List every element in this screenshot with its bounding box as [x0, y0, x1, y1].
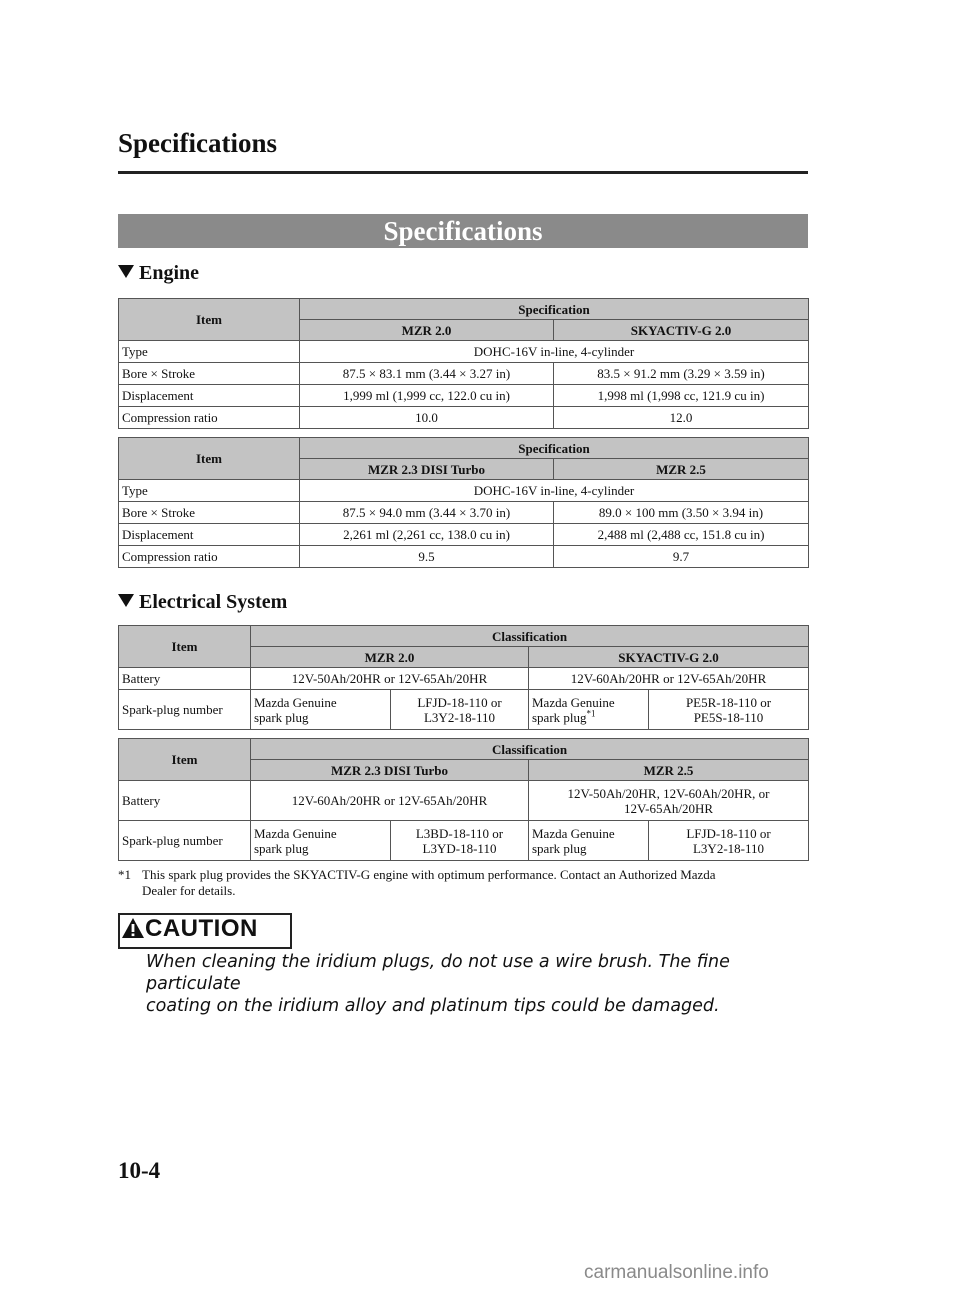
table-row	[119, 821, 809, 861]
caution-text	[146, 951, 786, 1017]
cell-line: Mazda Genuine	[532, 825, 615, 841]
cell-value	[529, 821, 649, 861]
electrical-heading-text: Electrical System	[139, 591, 288, 613]
item-header: Item	[119, 739, 251, 781]
caution-line: coating on the iridium alloy and platinum tips could be damaged.	[146, 996, 720, 1016]
item-header: Item	[119, 299, 300, 341]
specification-header: Specification	[300, 438, 809, 459]
row-label: Bore × Stroke	[119, 363, 300, 385]
column-header: MZR 2.0	[300, 320, 554, 341]
footnote	[118, 867, 810, 899]
cell-value: 2,488 ml (2,488 cc, 151.8 cu in)	[554, 524, 809, 546]
cell-value	[529, 690, 649, 730]
row-label: Displacement	[119, 524, 300, 546]
cell-value: 12.0	[554, 407, 809, 429]
cell-value: 9.7	[554, 546, 809, 568]
cell-line: L3BD-18-110 or	[415, 825, 504, 841]
engine-table-2	[118, 437, 809, 568]
table-row	[119, 385, 809, 407]
row-label: Battery	[119, 781, 251, 821]
caution-label: CAUTION	[145, 915, 258, 942]
cell-value: DOHC-16V in-line, 4-cylinder	[300, 341, 809, 363]
page-number: 10-4	[118, 1158, 161, 1183]
cell-line: Mazda Genuine	[532, 694, 615, 710]
table-row	[119, 668, 809, 690]
column-header: MZR 2.0	[251, 647, 529, 668]
row-label: Spark-plug number	[119, 690, 251, 730]
page-header-title: Specifications	[118, 128, 277, 158]
column-header: SKYACTIV-G 2.0	[554, 320, 809, 341]
row-label: Bore × Stroke	[119, 502, 300, 524]
cell-line: spark plug	[254, 709, 309, 725]
triangle-bullet-icon	[118, 594, 134, 607]
item-header: Item	[119, 438, 300, 480]
column-header: MZR 2.3 DISI Turbo	[251, 760, 529, 781]
cell-value: 87.5 × 83.1 mm (3.44 × 3.27 in)	[300, 363, 554, 385]
electrical-heading	[118, 591, 287, 614]
electrical-table-1	[118, 625, 809, 730]
table-row	[119, 690, 809, 730]
triangle-bullet-icon	[118, 265, 134, 278]
engine-table-1	[118, 298, 809, 429]
table-row	[119, 781, 809, 821]
cell-line: spark plug	[532, 709, 587, 725]
cell-line: PE5S-18-110	[693, 709, 764, 725]
cell-value: 12V-60Ah/20HR or 12V-65Ah/20HR	[251, 781, 529, 821]
cell-line: LFJD-18-110 or	[417, 694, 502, 710]
cell-value	[649, 821, 809, 861]
cell-line: PE5R-18-110 or	[685, 694, 772, 710]
caution-line: When cleaning the iridium plugs, do not use a wire brush. The fine particulate	[146, 952, 730, 994]
cell-value: 1,999 ml (1,999 cc, 122.0 cu in)	[300, 385, 554, 407]
cell-value: 10.0	[300, 407, 554, 429]
row-label: Displacement	[119, 385, 300, 407]
row-label: Compression ratio	[119, 546, 300, 568]
table-row	[119, 502, 809, 524]
cell-line: 12V-65Ah/20HR	[623, 800, 714, 816]
cell-value	[251, 821, 391, 861]
cell-value: 89.0 × 100 mm (3.50 × 3.94 in)	[554, 502, 809, 524]
column-header: MZR 2.3 DISI Turbo	[300, 459, 554, 480]
cell-line: spark plug	[532, 840, 587, 856]
table-row	[119, 524, 809, 546]
watermark: carmanualsonline.info	[584, 1262, 769, 1283]
cell-line: Mazda Genuine	[254, 825, 337, 841]
cell-value	[251, 690, 391, 730]
row-label: Type	[119, 341, 300, 363]
table-row	[119, 480, 809, 502]
table-row	[119, 341, 809, 363]
cell-value: 83.5 × 91.2 mm (3.29 × 3.59 in)	[554, 363, 809, 385]
column-header: MZR 2.5	[554, 459, 809, 480]
cell-value	[391, 690, 529, 730]
header-divider	[118, 171, 808, 174]
cell-value: 12V-60Ah/20HR or 12V-65Ah/20HR	[529, 668, 809, 690]
row-label: Battery	[119, 668, 251, 690]
warning-icon	[121, 917, 145, 939]
item-header: Item	[119, 626, 251, 668]
section-banner: Specifications	[118, 214, 808, 248]
cell-line: L3Y2-18-110	[692, 840, 764, 856]
table-row	[119, 363, 809, 385]
footnote-reference: *1	[586, 708, 596, 719]
specification-header: Specification	[300, 299, 809, 320]
classification-header: Classification	[251, 739, 809, 760]
column-header: MZR 2.5	[529, 760, 809, 781]
cell-value: 12V-50Ah/20HR or 12V-65Ah/20HR	[251, 668, 529, 690]
cell-value: DOHC-16V in-line, 4-cylinder	[300, 480, 809, 502]
cell-line: L3Y2-18-110	[423, 709, 495, 725]
cell-value: 9.5	[300, 546, 554, 568]
cell-value	[391, 821, 529, 861]
cell-line: LFJD-18-110 or	[686, 825, 771, 841]
cell-value	[529, 781, 809, 821]
row-label: Compression ratio	[119, 407, 300, 429]
cell-line: Mazda Genuine	[254, 694, 337, 710]
column-header: SKYACTIV-G 2.0	[529, 647, 809, 668]
cell-line: L3YD-18-110	[422, 840, 497, 856]
classification-header: Classification	[251, 626, 809, 647]
row-label: Type	[119, 480, 300, 502]
cell-value: 1,998 ml (1,998 cc, 121.9 cu in)	[554, 385, 809, 407]
electrical-table-2	[118, 738, 809, 861]
cell-line: 12V-50Ah/20HR, 12V-60Ah/20HR, or	[567, 785, 770, 801]
table-row	[119, 546, 809, 568]
cell-value: 87.5 × 94.0 mm (3.44 × 3.70 in)	[300, 502, 554, 524]
cell-value: 2,261 ml (2,261 cc, 138.0 cu in)	[300, 524, 554, 546]
row-label: Spark-plug number	[119, 821, 251, 861]
engine-heading	[118, 262, 199, 285]
table-row	[119, 407, 809, 429]
footnote-text: This spark plug provides the SKYACTIV-G engine with optimum performance. Contact an Authorized Mazda	[142, 867, 716, 882]
cell-value	[649, 690, 809, 730]
engine-heading-text: Engine	[139, 262, 200, 284]
footnote-text: Dealer for details.	[142, 883, 236, 898]
cell-line: spark plug	[254, 840, 309, 856]
footnote-mark: *1	[118, 867, 131, 882]
